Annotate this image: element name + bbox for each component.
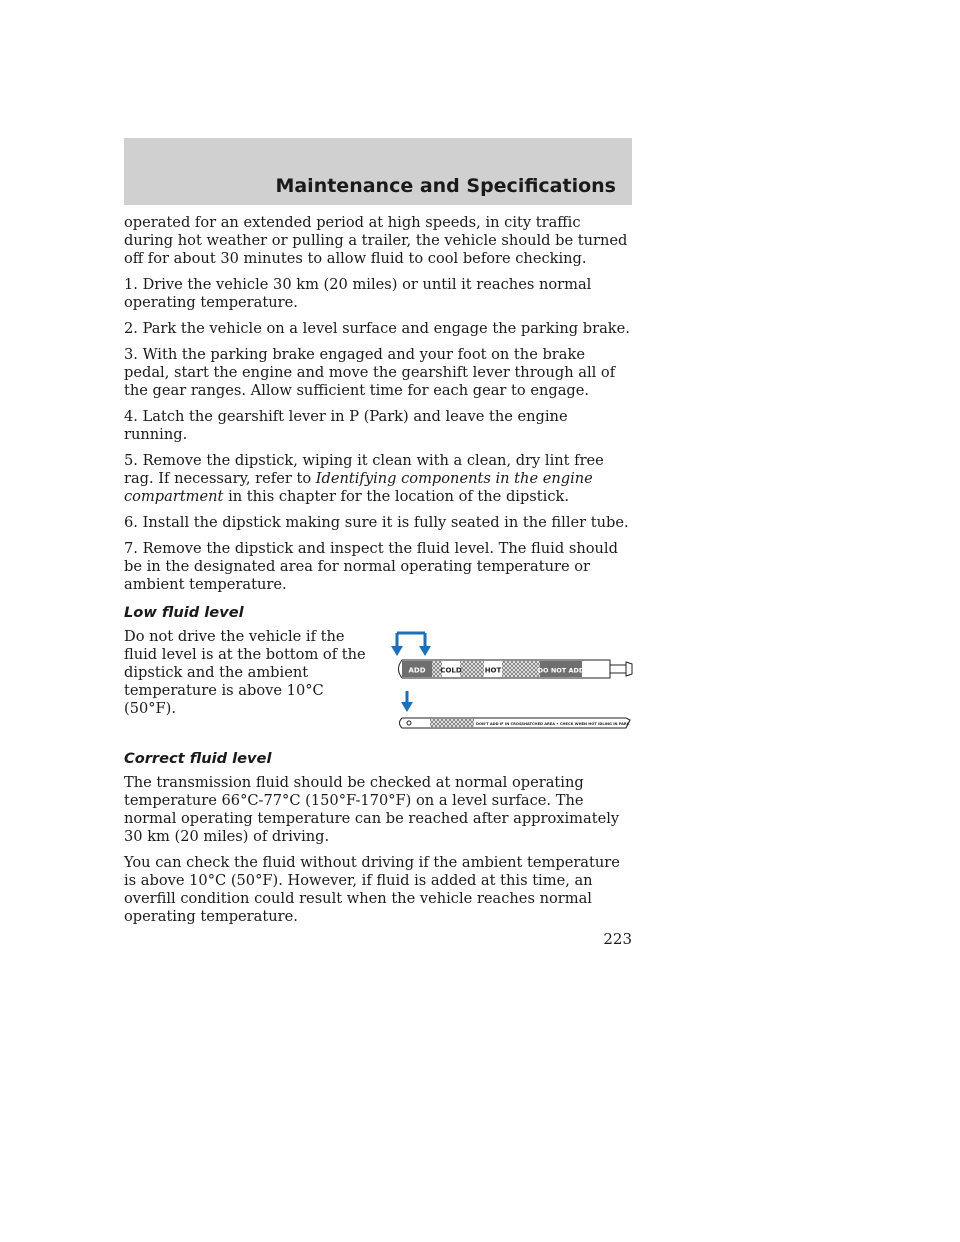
step-5 — [124, 452, 634, 506]
low-fluid-section — [124, 628, 634, 740]
correct-fluid-heading: Correct fluid level — [124, 750, 272, 767]
dipstick-label-hot: HOT — [484, 666, 502, 675]
dipstick-label-add: ADD — [408, 666, 426, 675]
cross-reference-link: Identifying components in the engine compartment — [124, 470, 593, 505]
correct-fluid-paragraph-2: You can check the fluid without driving if the ambient temperature is above 10°C (50°F). However, if fluid is added at this time, an overfill condition could result when the vehicle reaches normal operating temperature. — [124, 854, 620, 925]
page-number: 223 — [603, 930, 632, 948]
correct-fluid-paragraph-1: The transmission fluid should be checked at normal operating temperature 66°C-77°C (150°F-170°F) on a level surface. The normal operating temperature can be reached after approximately 30 km (20 miles) of driving. — [124, 774, 620, 845]
dipstick-illustration — [390, 628, 638, 736]
upper-dipstick — [399, 660, 633, 678]
step-2: 2. Park the vehicle on a level surface and engage the parking brake. — [124, 320, 630, 337]
step-1: 1. Drive the vehicle 30 km (20 miles) or until it reaches normal operating temperature. — [124, 276, 592, 311]
step-6: 6. Install the dipstick making sure it is fully seated in the filler tube. — [124, 514, 629, 531]
step-5-text: 5. Remove the dipstick, wiping it clean with a clean, dry lint free rag. If necessary, refer to — [124, 452, 604, 487]
low-fluid-text: Do not drive the vehicle if the fluid level is at the bottom of the dipstick and the ambient temperature is above 10°C (50°F). — [124, 628, 366, 717]
step-4: 4. Latch the gearshift lever in P (Park) and leave the engine running. — [124, 408, 568, 443]
low-fluid-heading: Low fluid level — [124, 604, 244, 621]
dipstick-label-do-not-add: DO NOT ADD — [537, 666, 585, 675]
lower-dipstick — [400, 718, 631, 728]
step-5-text-end: in this chapter for the location of the dipstick. — [228, 488, 569, 505]
step-3: 3. With the parking brake engaged and your foot on the brake pedal, start the engine and move the gearshift lever through all of the gear ranges. Allow sufficient time for each gear to engage. — [124, 346, 616, 399]
section-header — [124, 138, 632, 205]
dipstick-label-cold: COLD — [440, 666, 462, 675]
section-title: Maintenance and Specifications — [275, 175, 616, 197]
dipstick-lower-text: DON'T ADD IF IN CROSSHATCHED AREA • CHECK WHEN HOT IDLING IN PARK — [476, 722, 630, 726]
page-content — [124, 214, 634, 934]
intro-paragraph: operated for an extended period at high speeds, in city traffic during hot weather or pulling a trailer, the vehicle should be turned off for about 30 minutes to allow fluid to cool before checking. — [124, 214, 628, 267]
step-7: 7. Remove the dipstick and inspect the fluid level. The fluid should be in the designated area for normal operating temperature or ambient temperature. — [124, 540, 618, 593]
